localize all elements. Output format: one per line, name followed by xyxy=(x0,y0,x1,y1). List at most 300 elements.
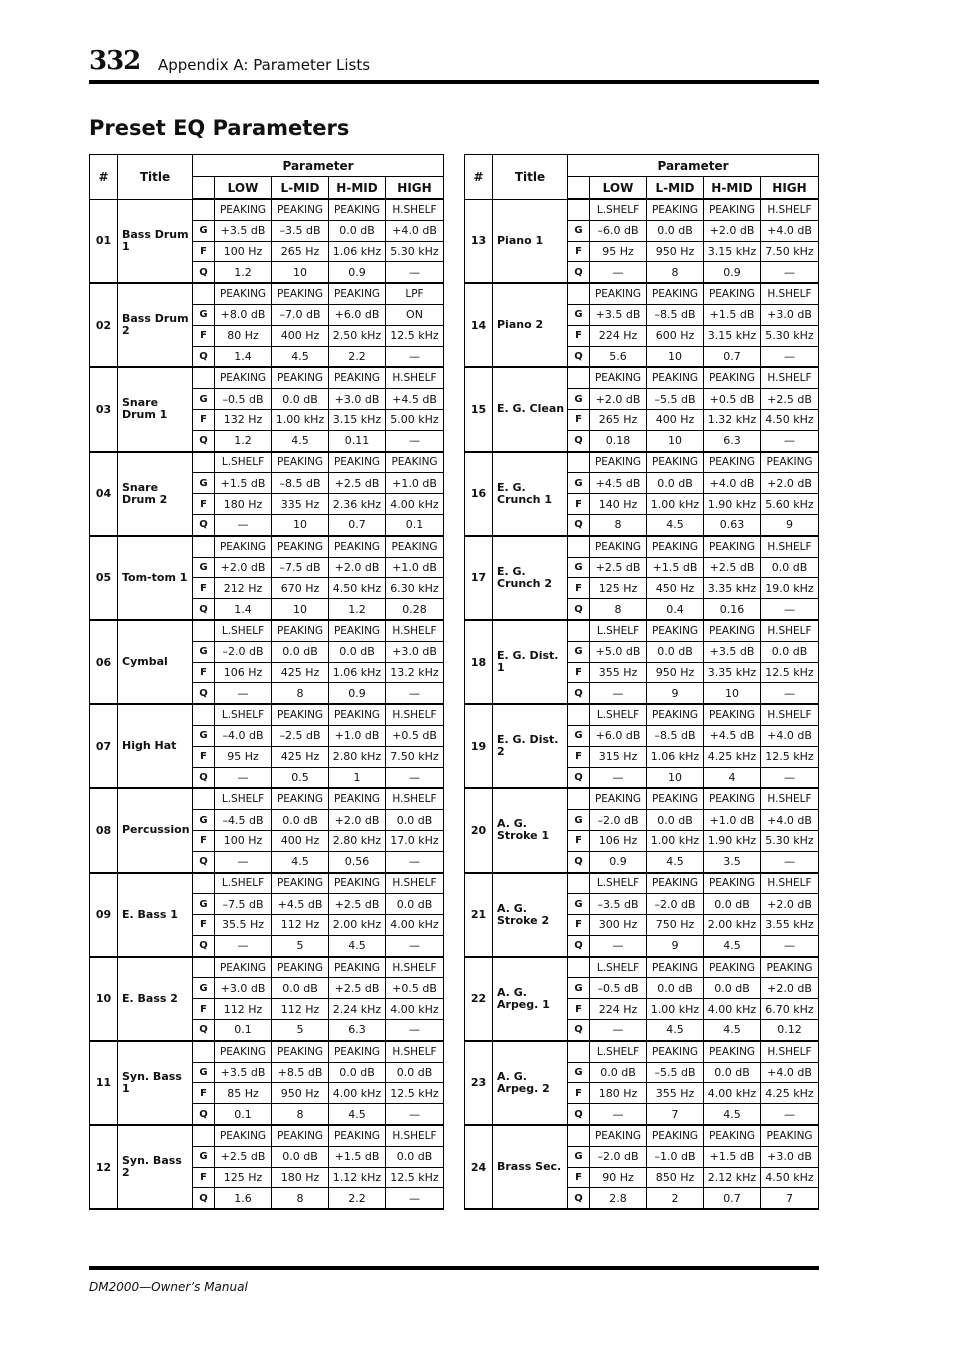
type-label-blank xyxy=(193,199,215,220)
param-value: 0.7 xyxy=(704,1188,761,1209)
param-value: 2.8 xyxy=(590,1188,647,1209)
filter-type: PEAKING xyxy=(272,620,329,641)
param-value: 112 Hz xyxy=(215,999,272,1020)
param-value: +0.5 dB xyxy=(704,389,761,410)
col-header-band: HIGH xyxy=(761,177,819,200)
param-value: +2.0 dB xyxy=(329,810,386,831)
row-label: Q xyxy=(568,1104,590,1125)
param-value: 0.0 dB xyxy=(704,894,761,915)
col-header-band: H-MID xyxy=(329,177,386,200)
row-label: F xyxy=(568,1083,590,1104)
preset-title: Cymbal xyxy=(118,620,193,704)
filter-type: PEAKING xyxy=(272,788,329,809)
param-value: — xyxy=(215,514,272,535)
param-value: +1.5 dB xyxy=(704,304,761,325)
param-value: 1.90 kHz xyxy=(704,494,761,515)
param-value: 600 Hz xyxy=(647,325,704,346)
preset-number: 12 xyxy=(90,1125,118,1209)
param-value: — xyxy=(215,683,272,704)
param-value: 1.4 xyxy=(215,599,272,620)
filter-type: H.SHELF xyxy=(386,788,444,809)
param-value: 0.0 dB xyxy=(272,389,329,410)
param-value: 112 Hz xyxy=(272,915,329,936)
table-row xyxy=(90,283,444,304)
param-value: 0.0 dB xyxy=(329,1062,386,1083)
param-value: 7.50 kHz xyxy=(386,746,444,767)
param-value: 0.0 dB xyxy=(761,557,819,578)
preset-number: 18 xyxy=(465,620,493,704)
row-label: G xyxy=(568,304,590,325)
param-value: +2.5 dB xyxy=(329,473,386,494)
param-value: 0.4 xyxy=(647,599,704,620)
param-value: 10 xyxy=(272,262,329,283)
filter-type: PEAKING xyxy=(329,873,386,894)
param-value: +4.0 dB xyxy=(761,1062,819,1083)
param-value: 10 xyxy=(647,767,704,788)
param-value: 0.0 dB xyxy=(704,1062,761,1083)
param-value: 950 Hz xyxy=(272,1083,329,1104)
param-value: –2.0 dB xyxy=(647,894,704,915)
param-value: 17.0 kHz xyxy=(386,830,444,851)
param-value: +2.5 dB xyxy=(329,978,386,999)
row-label: F xyxy=(193,662,215,683)
type-label-blank xyxy=(193,367,215,388)
param-value: 0.9 xyxy=(704,262,761,283)
preset-title: Snare Drum 2 xyxy=(118,452,193,536)
param-value: 12.5 kHz xyxy=(386,325,444,346)
param-value: 10 xyxy=(272,514,329,535)
filter-type: PEAKING xyxy=(647,873,704,894)
param-value: 8 xyxy=(590,514,647,535)
param-value: 3.15 kHz xyxy=(704,325,761,346)
type-label-blank xyxy=(193,452,215,473)
param-value: 5.30 kHz xyxy=(761,325,819,346)
filter-type: PEAKING xyxy=(272,1125,329,1146)
row-label: G xyxy=(568,220,590,241)
param-value: 850 Hz xyxy=(647,1167,704,1188)
param-value: 1.00 kHz xyxy=(272,409,329,430)
row-label: Q xyxy=(568,767,590,788)
row-label: F xyxy=(193,494,215,515)
filter-type: PEAKING xyxy=(215,536,272,557)
section-title: Preset EQ Parameters xyxy=(89,116,350,140)
preset-title: E. Bass 2 xyxy=(118,957,193,1041)
param-value: 6.3 xyxy=(329,1020,386,1041)
param-value: 180 Hz xyxy=(590,1083,647,1104)
param-value: +3.0 dB xyxy=(329,389,386,410)
param-value: 0.12 xyxy=(761,1020,819,1041)
param-value: –7.5 dB xyxy=(272,557,329,578)
filter-type: PEAKING xyxy=(704,620,761,641)
param-value: — xyxy=(761,346,819,367)
param-value: 132 Hz xyxy=(215,409,272,430)
param-value: –0.5 dB xyxy=(590,978,647,999)
col-header-band: H-MID xyxy=(704,177,761,200)
row-label: G xyxy=(568,557,590,578)
param-value: — xyxy=(590,935,647,956)
filter-type: LPF xyxy=(386,283,444,304)
param-value: –4.0 dB xyxy=(215,725,272,746)
param-value: +2.0 dB xyxy=(761,473,819,494)
filter-type: PEAKING xyxy=(329,283,386,304)
param-value: 4.5 xyxy=(272,430,329,451)
param-value: — xyxy=(215,935,272,956)
param-value: +2.0 dB xyxy=(704,220,761,241)
param-value: 0.0 dB xyxy=(272,978,329,999)
param-value: 35.5 Hz xyxy=(215,915,272,936)
param-value: 2.12 kHz xyxy=(704,1167,761,1188)
param-value: +2.0 dB xyxy=(215,557,272,578)
param-value: –7.5 dB xyxy=(215,894,272,915)
param-value: 3.15 kHz xyxy=(704,241,761,262)
param-value: 1.06 kHz xyxy=(329,241,386,262)
type-label-blank xyxy=(193,536,215,557)
param-value: 4.00 kHz xyxy=(386,999,444,1020)
type-label-blank xyxy=(193,957,215,978)
col-header-blank xyxy=(193,177,215,200)
type-label-blank xyxy=(568,283,590,304)
param-value: — xyxy=(386,262,444,283)
filter-type: PEAKING xyxy=(272,1041,329,1062)
param-value: +3.5 dB xyxy=(215,220,272,241)
param-value: 0.0 dB xyxy=(329,641,386,662)
type-label-blank xyxy=(568,788,590,809)
row-label: Q xyxy=(193,262,215,283)
filter-type: PEAKING xyxy=(386,452,444,473)
row-label: Q xyxy=(193,1188,215,1209)
preset-eq-table-right xyxy=(464,154,819,1210)
param-value: 10 xyxy=(704,683,761,704)
preset-title: A. G. Arpeg. 2 xyxy=(493,1041,568,1125)
col-header-band: HIGH xyxy=(386,177,444,200)
filter-type: PEAKING xyxy=(704,704,761,725)
row-label: Q xyxy=(193,851,215,872)
col-header-band: LOW xyxy=(215,177,272,200)
row-label: F xyxy=(568,325,590,346)
param-value: 3.35 kHz xyxy=(704,662,761,683)
param-value: 4.5 xyxy=(704,935,761,956)
header-rule xyxy=(89,80,819,84)
preset-title: Bass Drum 2 xyxy=(118,283,193,367)
filter-type: PEAKING xyxy=(272,452,329,473)
filter-type: PEAKING xyxy=(590,788,647,809)
param-value: 5 xyxy=(272,1020,329,1041)
row-label: F xyxy=(568,915,590,936)
param-value: +3.0 dB xyxy=(761,1146,819,1167)
param-value: 0.0 dB xyxy=(386,1062,444,1083)
filter-type: L.SHELF xyxy=(590,199,647,220)
param-value: 0.0 dB xyxy=(386,894,444,915)
param-value: 1.00 kHz xyxy=(647,830,704,851)
row-label: Q xyxy=(193,767,215,788)
type-label-blank xyxy=(568,367,590,388)
type-label-blank xyxy=(568,536,590,557)
col-header-parameter: Parameter xyxy=(568,155,819,177)
type-label-blank xyxy=(193,873,215,894)
param-value: +2.0 dB xyxy=(590,389,647,410)
filter-type: H.SHELF xyxy=(761,199,819,220)
filter-type: PEAKING xyxy=(647,788,704,809)
param-value: 4.00 kHz xyxy=(704,1083,761,1104)
filter-type: H.SHELF xyxy=(761,788,819,809)
row-label: Q xyxy=(193,430,215,451)
param-value: 0.0 dB xyxy=(272,641,329,662)
filter-type: H.SHELF xyxy=(761,704,819,725)
filter-type: PEAKING xyxy=(704,788,761,809)
param-value: 100 Hz xyxy=(215,830,272,851)
table-row xyxy=(90,620,444,641)
filter-type: PEAKING xyxy=(329,1125,386,1146)
param-value: 9 xyxy=(647,683,704,704)
table-row xyxy=(465,367,819,388)
filter-type: PEAKING xyxy=(647,367,704,388)
param-value: 5 xyxy=(272,935,329,956)
type-label-blank xyxy=(568,1041,590,1062)
param-value: 180 Hz xyxy=(272,1167,329,1188)
filter-type: PEAKING xyxy=(329,536,386,557)
param-value: 4.50 kHz xyxy=(761,409,819,430)
param-value: +1.5 dB xyxy=(329,1146,386,1167)
row-label: G xyxy=(193,894,215,915)
table-row xyxy=(465,1041,819,1062)
param-value: 4.5 xyxy=(329,1104,386,1125)
filter-type: PEAKING xyxy=(761,957,819,978)
preset-title: A. G. Stroke 2 xyxy=(493,873,568,957)
param-value: –8.5 dB xyxy=(647,304,704,325)
param-value: 400 Hz xyxy=(272,325,329,346)
preset-number: 10 xyxy=(90,957,118,1041)
table-row xyxy=(465,452,819,473)
param-value: 8 xyxy=(647,262,704,283)
param-value: 0.9 xyxy=(329,262,386,283)
param-value: — xyxy=(761,430,819,451)
param-value: — xyxy=(386,430,444,451)
param-value: 4.00 kHz xyxy=(704,999,761,1020)
param-value: +4.5 dB xyxy=(704,725,761,746)
row-label: G xyxy=(568,894,590,915)
filter-type: L.SHELF xyxy=(590,957,647,978)
param-value: –2.5 dB xyxy=(272,725,329,746)
filter-type: PEAKING xyxy=(761,452,819,473)
param-value: 7 xyxy=(647,1104,704,1125)
param-value: 2.2 xyxy=(329,1188,386,1209)
preset-title: E. G. Dist. 2 xyxy=(493,704,568,788)
param-value: 180 Hz xyxy=(215,494,272,515)
param-value: 4.5 xyxy=(272,851,329,872)
param-value: 2.50 kHz xyxy=(329,325,386,346)
chapter-title: Appendix A: Parameter Lists xyxy=(158,56,371,74)
filter-type: PEAKING xyxy=(590,283,647,304)
filter-type: PEAKING xyxy=(647,1041,704,1062)
param-value: +1.0 dB xyxy=(704,810,761,831)
filter-type: PEAKING xyxy=(215,199,272,220)
param-value: 3.5 xyxy=(704,851,761,872)
preset-number: 03 xyxy=(90,367,118,451)
preset-title: Piano 2 xyxy=(493,283,568,367)
row-label: G xyxy=(568,810,590,831)
row-label: G xyxy=(193,473,215,494)
param-value: — xyxy=(590,1020,647,1041)
preset-title: E. G. Crunch 2 xyxy=(493,536,568,620)
param-value: 7.50 kHz xyxy=(761,241,819,262)
filter-type: PEAKING xyxy=(272,957,329,978)
param-value: 355 Hz xyxy=(590,662,647,683)
filter-type: PEAKING xyxy=(590,536,647,557)
preset-title: High Hat xyxy=(118,704,193,788)
param-value: — xyxy=(386,683,444,704)
param-value: +3.5 dB xyxy=(590,304,647,325)
preset-title: Bass Drum 1 xyxy=(118,199,193,283)
row-label: G xyxy=(193,389,215,410)
type-label-blank xyxy=(568,873,590,894)
preset-number: 13 xyxy=(465,199,493,283)
param-value: 0.0 dB xyxy=(704,978,761,999)
param-value: 80 Hz xyxy=(215,325,272,346)
param-value: +2.5 dB xyxy=(215,1146,272,1167)
param-value: 4.00 kHz xyxy=(329,1083,386,1104)
row-label: F xyxy=(568,999,590,1020)
filter-type: PEAKING xyxy=(272,283,329,304)
param-value: 5.60 kHz xyxy=(761,494,819,515)
col-header-title: Title xyxy=(118,155,193,200)
param-value: 1.2 xyxy=(215,430,272,451)
filter-type: H.SHELF xyxy=(386,957,444,978)
filter-type: PEAKING xyxy=(647,283,704,304)
filter-type: PEAKING xyxy=(329,452,386,473)
row-label: Q xyxy=(568,935,590,956)
param-value: 2.80 kHz xyxy=(329,746,386,767)
table-row xyxy=(90,957,444,978)
param-value: 0.0 dB xyxy=(761,641,819,662)
filter-type: PEAKING xyxy=(704,367,761,388)
param-value: 1.00 kHz xyxy=(647,494,704,515)
param-value: — xyxy=(386,851,444,872)
filter-type: PEAKING xyxy=(704,957,761,978)
param-value: — xyxy=(386,346,444,367)
param-value: — xyxy=(761,599,819,620)
param-value: 265 Hz xyxy=(272,241,329,262)
param-value: 0.0 dB xyxy=(647,810,704,831)
param-value: 5.00 kHz xyxy=(386,409,444,430)
filter-type: PEAKING xyxy=(704,199,761,220)
row-label: Q xyxy=(568,683,590,704)
param-value: +2.5 dB xyxy=(329,894,386,915)
param-value: 6.30 kHz xyxy=(386,578,444,599)
param-value: +4.5 dB xyxy=(272,894,329,915)
row-label: F xyxy=(568,578,590,599)
param-value: 4.25 kHz xyxy=(761,1083,819,1104)
param-value: 4.00 kHz xyxy=(386,494,444,515)
param-value: 4.50 kHz xyxy=(761,1167,819,1188)
filter-type: H.SHELF xyxy=(761,283,819,304)
table-row xyxy=(90,704,444,725)
row-label: Q xyxy=(568,262,590,283)
filter-type: PEAKING xyxy=(647,620,704,641)
row-label: F xyxy=(568,241,590,262)
param-value: 0.0 dB xyxy=(647,473,704,494)
filter-type: PEAKING xyxy=(272,199,329,220)
filter-type: PEAKING xyxy=(647,1125,704,1146)
param-value: –5.5 dB xyxy=(647,389,704,410)
param-value: 5.6 xyxy=(590,346,647,367)
row-label: F xyxy=(193,999,215,1020)
param-value: +2.5 dB xyxy=(704,557,761,578)
param-value: +4.5 dB xyxy=(386,389,444,410)
preset-number: 23 xyxy=(465,1041,493,1125)
param-value: 0.0 dB xyxy=(647,641,704,662)
filter-type: PEAKING xyxy=(215,957,272,978)
param-value: 12.5 kHz xyxy=(386,1167,444,1188)
table-row xyxy=(90,873,444,894)
col-header-band: L-MID xyxy=(272,177,329,200)
preset-number: 02 xyxy=(90,283,118,367)
param-value: +2.0 dB xyxy=(761,978,819,999)
row-label: G xyxy=(568,978,590,999)
param-value: 4 xyxy=(704,767,761,788)
filter-type: H.SHELF xyxy=(386,620,444,641)
param-value: 0.0 dB xyxy=(329,220,386,241)
col-header-blank xyxy=(568,177,590,200)
row-label: F xyxy=(193,241,215,262)
param-value: 19.0 kHz xyxy=(761,578,819,599)
param-value: 0.11 xyxy=(329,430,386,451)
table-row xyxy=(465,536,819,557)
param-value: 4.50 kHz xyxy=(329,578,386,599)
param-value: –2.0 dB xyxy=(590,1146,647,1167)
filter-type: L.SHELF xyxy=(215,620,272,641)
row-label: F xyxy=(193,1083,215,1104)
filter-type: L.SHELF xyxy=(590,873,647,894)
param-value: 4.5 xyxy=(704,1104,761,1125)
type-label-blank xyxy=(193,1125,215,1146)
col-header-title: Title xyxy=(493,155,568,200)
param-value: 2.00 kHz xyxy=(329,915,386,936)
param-value: 750 Hz xyxy=(647,915,704,936)
type-label-blank xyxy=(193,1041,215,1062)
filter-type: PEAKING xyxy=(590,452,647,473)
param-value: –3.5 dB xyxy=(272,220,329,241)
param-value: 2.80 kHz xyxy=(329,830,386,851)
param-value: 6.3 xyxy=(704,430,761,451)
param-value: — xyxy=(761,1104,819,1125)
preset-number: 07 xyxy=(90,704,118,788)
param-value: 670 Hz xyxy=(272,578,329,599)
filter-type: PEAKING xyxy=(704,1125,761,1146)
param-value: 0.1 xyxy=(215,1104,272,1125)
param-value: — xyxy=(386,1188,444,1209)
param-value: — xyxy=(761,262,819,283)
filter-type: H.SHELF xyxy=(761,873,819,894)
table-row xyxy=(90,367,444,388)
filter-type: PEAKING xyxy=(329,788,386,809)
param-value: 1.06 kHz xyxy=(647,746,704,767)
preset-title: Snare Drum 1 xyxy=(118,367,193,451)
row-label: G xyxy=(193,220,215,241)
param-value: 335 Hz xyxy=(272,494,329,515)
param-value: — xyxy=(761,767,819,788)
row-label: G xyxy=(568,389,590,410)
table-row xyxy=(465,283,819,304)
param-value: +4.0 dB xyxy=(704,473,761,494)
param-value: 106 Hz xyxy=(215,662,272,683)
param-value: 0.0 dB xyxy=(386,1146,444,1167)
preset-number: 09 xyxy=(90,873,118,957)
param-value: +4.0 dB xyxy=(761,725,819,746)
param-value: 1.6 xyxy=(215,1188,272,1209)
table-row xyxy=(90,1041,444,1062)
filter-type: PEAKING xyxy=(329,199,386,220)
row-label: Q xyxy=(568,430,590,451)
